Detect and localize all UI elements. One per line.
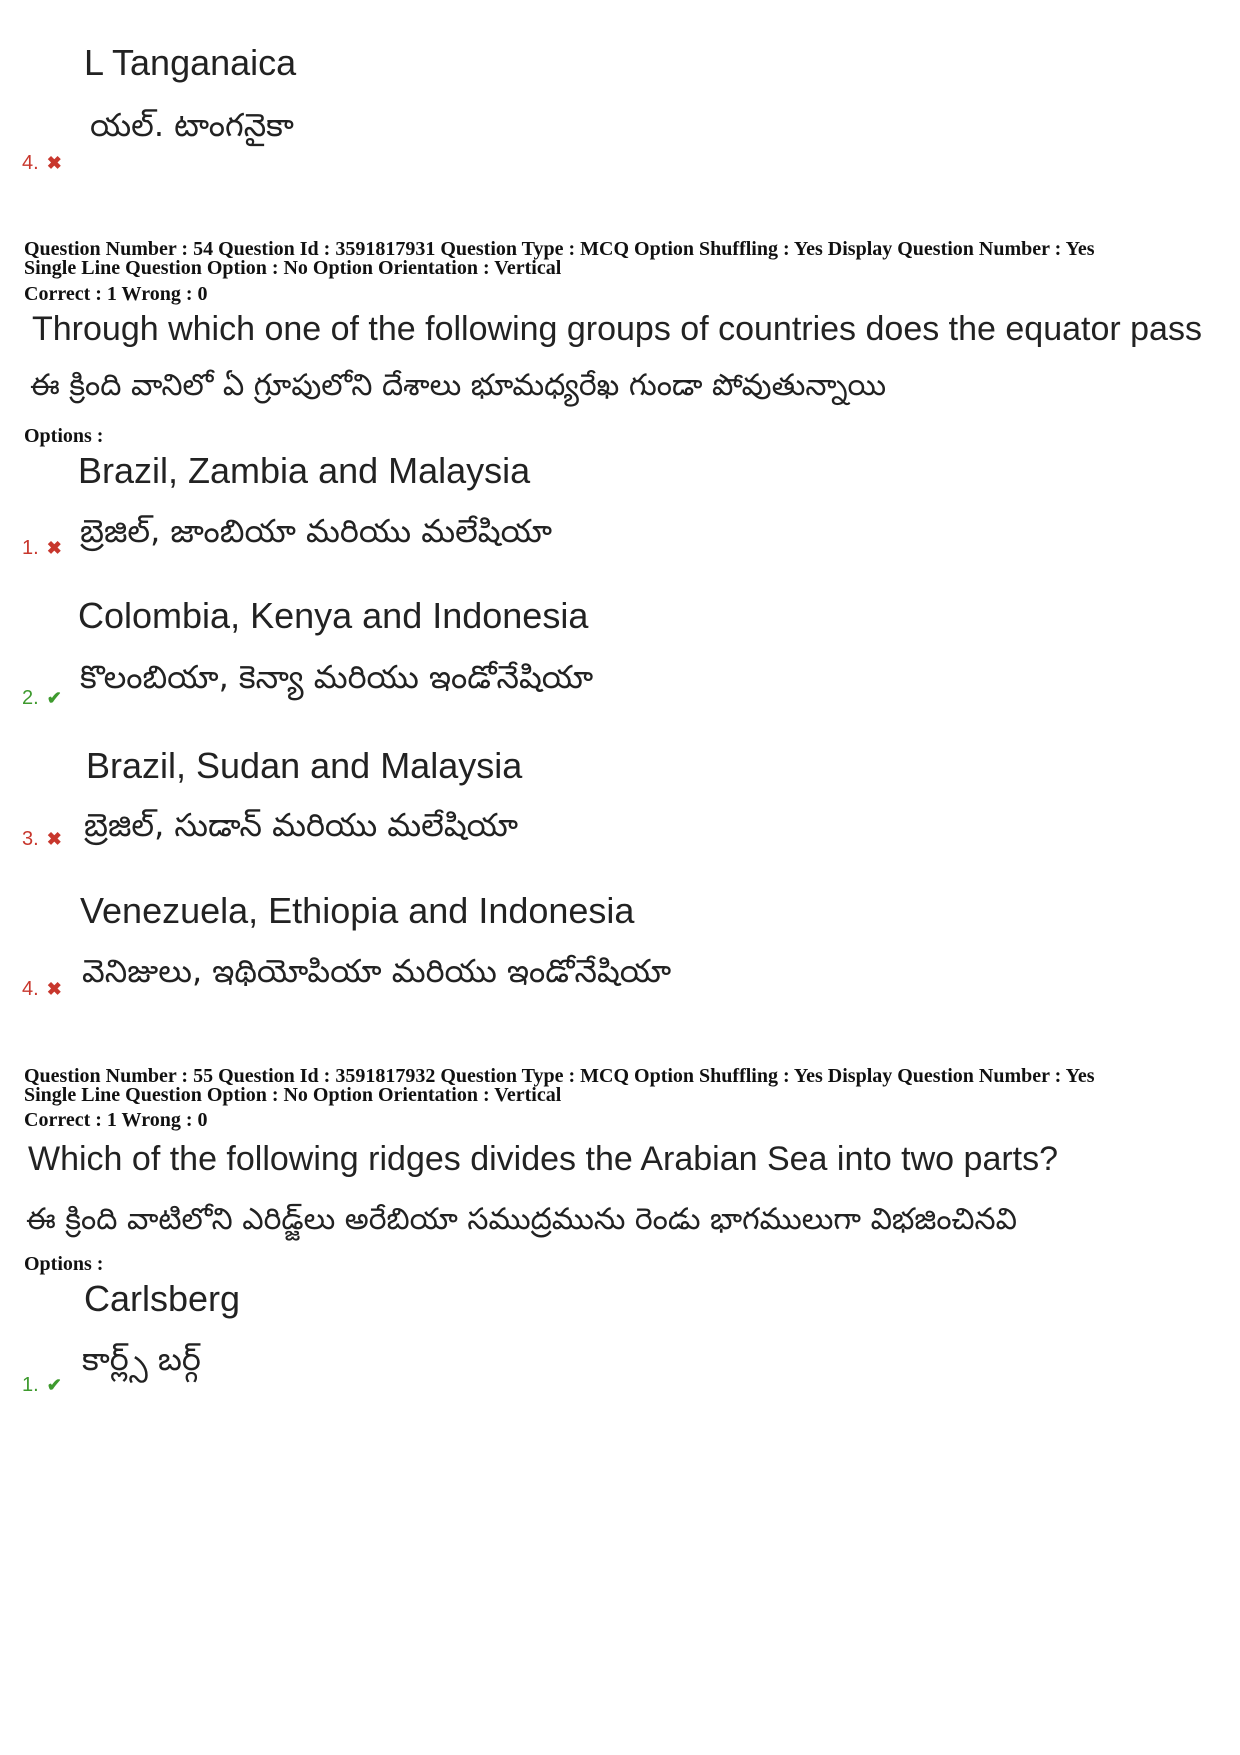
option-number-label: 1. — [22, 537, 39, 559]
option-number — [22, 687, 62, 710]
option-number — [22, 1374, 62, 1397]
option-english: L Tanganaica — [84, 42, 297, 83]
option-english: Brazil, Zambia and Malaysia — [78, 450, 531, 491]
options-label: Options : — [24, 1253, 104, 1275]
option-number — [22, 152, 62, 175]
option-number — [22, 828, 62, 851]
question-marks: Correct : 1 Wrong : 0 — [24, 283, 208, 305]
options-label: Options : — [24, 425, 104, 447]
question-meta-line1: Question Number : 54 Question Id : 3591817931 Question Type : MCQ Option Shuffling : Yes Display Question Number : Yes — [24, 238, 1095, 260]
check-icon: ✔ — [46, 688, 62, 708]
option-english: Carlsberg — [84, 1278, 241, 1319]
check-icon: ✔ — [46, 1375, 62, 1395]
option-telugu: బ్రెజిల్, జాంబియా మరియు మలేషియా — [80, 512, 553, 550]
option-number-label: 1. — [22, 1374, 39, 1396]
option-english: Venezuela, Ethiopia and Indonesia — [80, 890, 635, 931]
option-number-label: 4. — [22, 978, 39, 1000]
option-number-label: 2. — [22, 687, 39, 709]
option-telugu: వెనిజులు, ఇథియోపియా మరియు ఇండోనేషియా — [82, 952, 672, 990]
question-meta-line1: Question Number : 55 Question Id : 3591817932 Question Type : MCQ Option Shuffling : Yes Display Question Number : Yes — [24, 1065, 1095, 1087]
option-telugu: యల్. టాంగనైకా — [90, 106, 294, 144]
question-text-english: Which of the following ridges divides the Arabian Sea into two parts? — [28, 1140, 1059, 1178]
question-meta-line2: Single Line Question Option : No Option Orientation : Vertical — [24, 257, 562, 279]
question-text-telugu: ఈ క్రింది వానిలో ఏ గ్రూపులోని దేశాలు భూమధ్యరేఖ గుండా పోవుతున్నాయి — [30, 368, 887, 403]
option-english: Colombia, Kenya and Indonesia — [78, 595, 589, 636]
option-english: Brazil, Sudan and Malaysia — [86, 745, 523, 786]
wrong-icon: ✖ — [46, 979, 62, 999]
question-meta-line2: Single Line Question Option : No Option Orientation : Vertical — [24, 1084, 562, 1106]
wrong-icon: ✖ — [46, 153, 62, 173]
option-number — [22, 537, 62, 560]
question-marks: Correct : 1 Wrong : 0 — [24, 1109, 208, 1131]
option-telugu: కార్ల్స్ బర్గ్ — [82, 1340, 201, 1378]
wrong-icon: ✖ — [46, 538, 62, 558]
option-number — [22, 978, 62, 1001]
option-telugu: బ్రెజిల్, సుడాన్ మరియు మలేషియా — [84, 806, 519, 844]
question-text-telugu: ఈ క్రింది వాటిలోని ఎరిడ్జ్‌లు అరేబియా సముద్రమును రెండు భాగములుగా విభజించినవి — [26, 1202, 1017, 1237]
question-text-english: Through which one of the following groups of countries does the equator pass — [32, 310, 1202, 348]
option-telugu: కొలంబియా, కెన్యా మరియు ఇండోనేషియా — [80, 658, 594, 696]
option-number-label: 3. — [22, 828, 39, 850]
option-number-label: 4. — [22, 152, 39, 174]
wrong-icon: ✖ — [46, 829, 62, 849]
